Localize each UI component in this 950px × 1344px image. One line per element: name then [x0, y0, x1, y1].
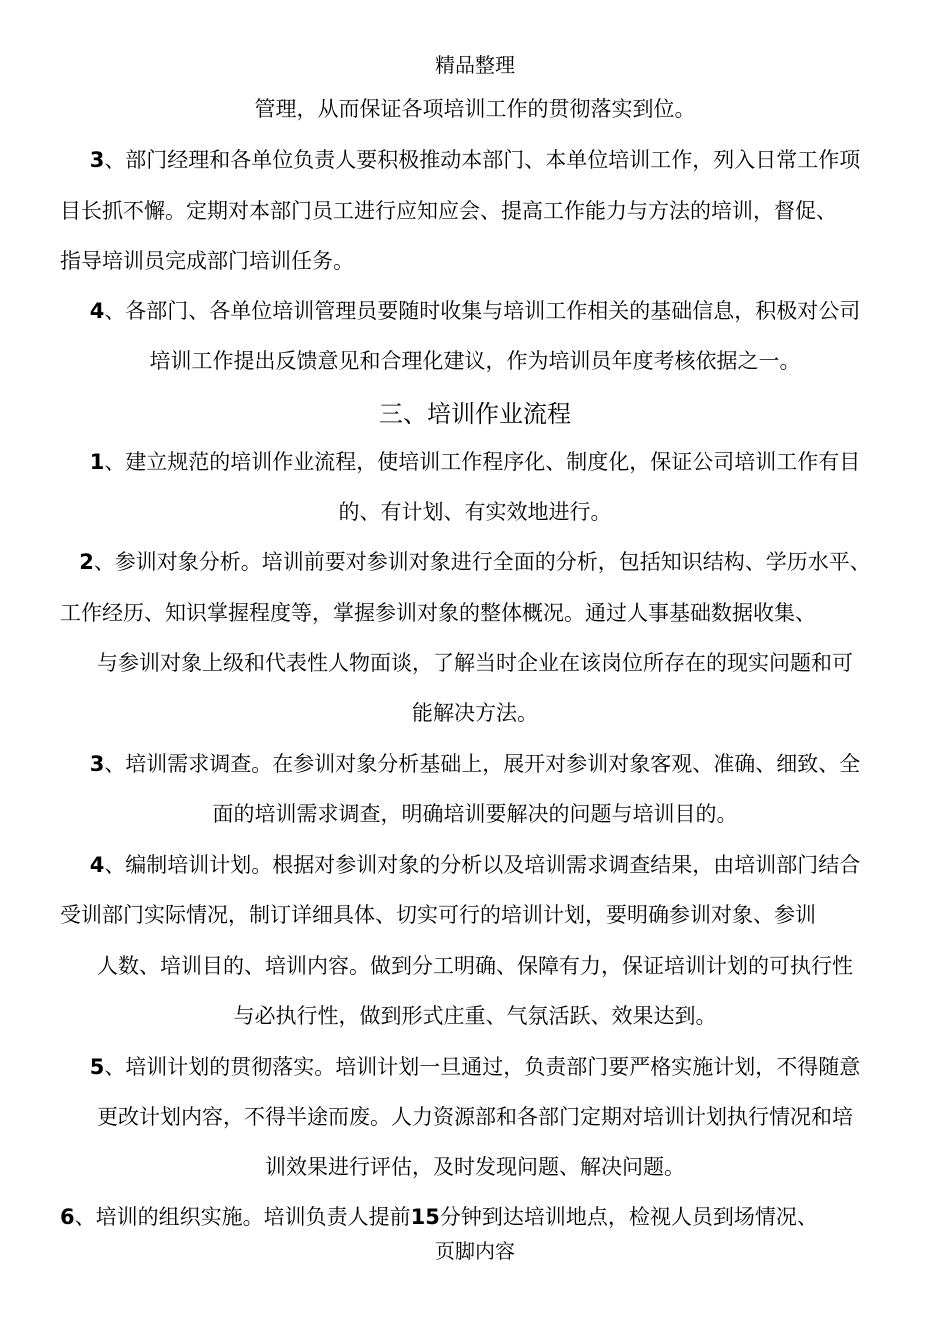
- page-footer: 页脚内容: [435, 1239, 515, 1263]
- text-line: 目长抓不懈。定期对本部门员工进行应知应会、提高工作能力与方法的培训，督促、: [60, 199, 837, 223]
- text-line: 培训工作提出反馈意见和合理化建议，作为培训员年度考核依据之一。: [149, 349, 801, 373]
- text-line: 1、建立规范的培训作业流程，使培训工作程序化、制度化，保证公司培训工作有目: [89, 450, 861, 474]
- text-line: 受训部门实际情况，制订详细具体、切实可行的培训计划，要明确参训对象、参训: [60, 903, 816, 927]
- text-line: 更改计划内容，不得半途而废。人力资源部和各部门定期对培训计划执行情况和培: [97, 1105, 853, 1129]
- text-line: 训效果进行评估，及时发现问题、解决问题。: [265, 1155, 685, 1179]
- text-line: 面的培训需求调查，明确培训要解决的问题与培训目的。: [212, 802, 738, 826]
- text-line: 3、培训需求调查。在参训对象分析基础上，展开对参训对象客观、准确、细致、全: [89, 752, 861, 776]
- text-line: 管理，从而保证各项培训工作的贯彻落实到位。: [254, 97, 696, 121]
- text-line: 2、参训对象分析。培训前要对参训对象进行全面的分析，包括知识结构、学历水平、: [79, 550, 871, 574]
- text-line: 与参训对象上级和代表性人物面谈，了解当时企业在该岗位所存在的现实问题和可: [97, 651, 853, 675]
- text-line: 人数、培训目的、培训内容。做到分工明确、保障有力，保证培训计划的可执行性: [97, 954, 853, 978]
- text-line: 工作经历、知识掌握程度等，掌握参训对象的整体概况。通过人事基础数据收集、: [60, 601, 816, 625]
- text-line: 的、有计划、有实效地进行。: [338, 500, 612, 524]
- text-line: 3、部门经理和各单位负责人要积极推动本部门、本单位培训工作，列入日常工作项: [89, 148, 861, 172]
- text-line: 能解决方法。: [412, 701, 538, 725]
- text-line: 指导培训员完成部门培训任务。: [60, 249, 354, 273]
- text-line: 4、各部门、各单位培训管理员要随时收集与培训工作相关的基础信息，积极对公司: [89, 299, 861, 323]
- text-line: 5、培训计划的贯彻落实。培训计划一旦通过，负责部门要严格实施计划，不得随意: [89, 1055, 861, 1079]
- text-line: 6、培训的组织实施。培训负责人提前15分钟到达培训地点，检视人员到场情况、: [60, 1205, 818, 1229]
- text-line: 与必执行性，做到形式庄重、气氛活跃、效果达到。: [233, 1004, 717, 1028]
- page-header: 精品整理: [435, 53, 515, 77]
- text-line: 4、编制培训计划。根据对参训对象的分析以及培训需求调查结果，由培训部门结合: [89, 853, 861, 877]
- section-heading: 三、培训作业流程: [379, 400, 571, 428]
